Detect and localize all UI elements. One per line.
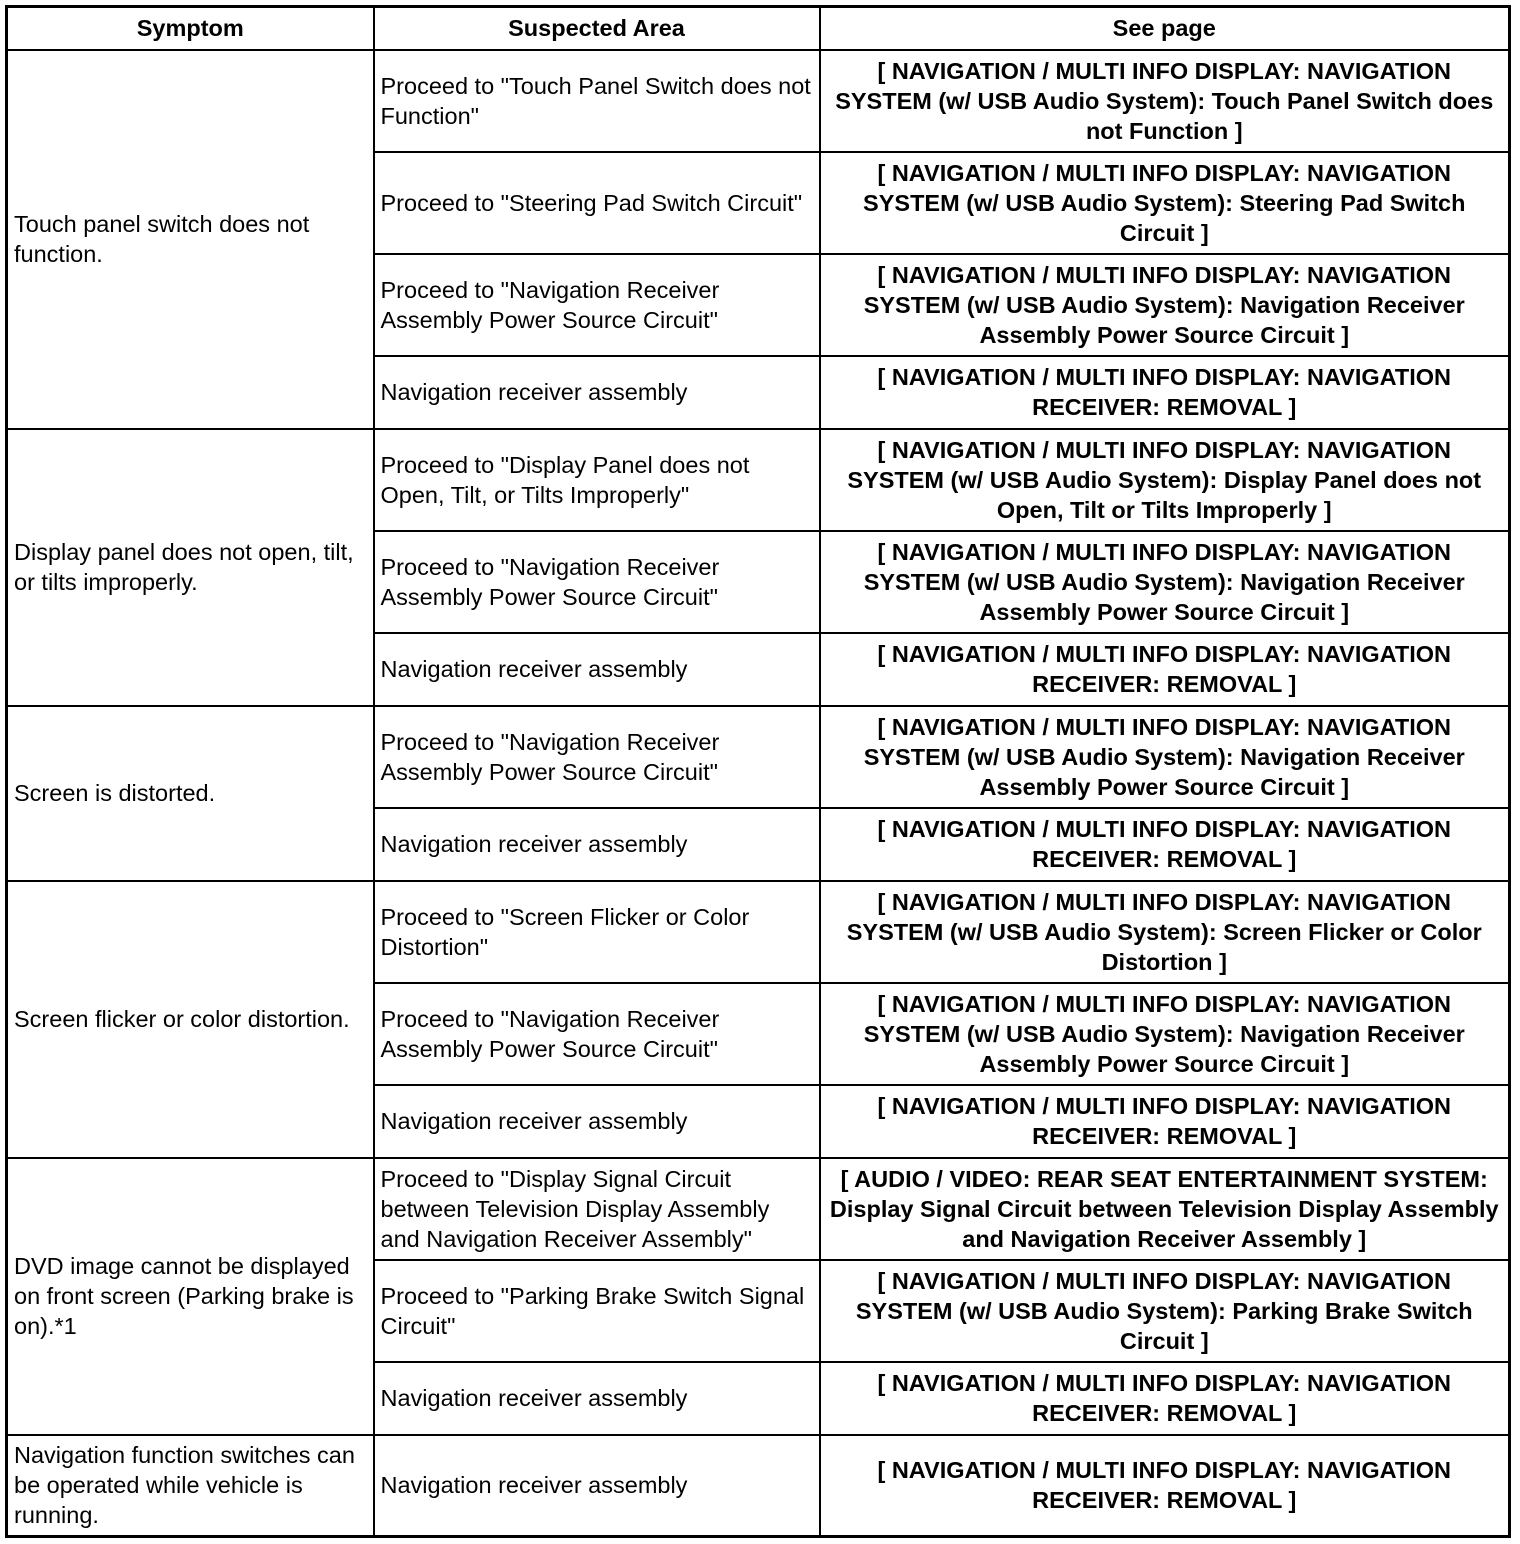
header-row (7, 7, 1510, 50)
suspected-area-cell: Proceed to "Navigation Receiver Assembly Power Source Circuit" (374, 706, 820, 808)
see-page-link[interactable]: [ NAVIGATION / MULTI INFO DISPLAY: NAVIGATION RECEIVER: REMOVAL ] (820, 1085, 1510, 1158)
symptom-cell: Display panel does not open, tilt, or tilts improperly. (7, 429, 374, 706)
see-page-link[interactable]: [ NAVIGATION / MULTI INFO DISPLAY: NAVIGATION SYSTEM (w/ USB Audio System): Navigation Receiver Assembly Power Source Circuit ] (820, 531, 1510, 633)
symptom-cell: Screen flicker or color distortion. (7, 881, 374, 1158)
see-page-link[interactable]: [ NAVIGATION / MULTI INFO DISPLAY: NAVIGATION RECEIVER: REMOVAL ] (820, 633, 1510, 706)
suspected-area-cell: Navigation receiver assembly (374, 633, 820, 706)
see-page-link[interactable]: [ NAVIGATION / MULTI INFO DISPLAY: NAVIGATION SYSTEM (w/ USB Audio System): Screen Flicker or Color Distortion ] (820, 881, 1510, 983)
see-page-link[interactable]: [ NAVIGATION / MULTI INFO DISPLAY: NAVIGATION SYSTEM (w/ USB Audio System): Navigation Receiver Assembly Power Source Circuit ] (820, 254, 1510, 356)
see-page-link[interactable]: [ NAVIGATION / MULTI INFO DISPLAY: NAVIGATION SYSTEM (w/ USB Audio System): Parking Brake Switch Circuit ] (820, 1260, 1510, 1362)
suspected-area-cell: Proceed to "Display Signal Circuit between Television Display Assembly and Navigation Receiver Assembly" (374, 1158, 820, 1260)
symptom-cell: DVD image cannot be displayed on front screen (Parking brake is on).*1 (7, 1158, 374, 1435)
suspected-area-cell: Proceed to "Parking Brake Switch Signal Circuit" (374, 1260, 820, 1362)
table-row (7, 706, 1510, 808)
suspected-area-cell: Navigation receiver assembly (374, 1435, 820, 1537)
suspected-area-cell: Navigation receiver assembly (374, 808, 820, 881)
see-page-link[interactable]: [ NAVIGATION / MULTI INFO DISPLAY: NAVIGATION SYSTEM (w/ USB Audio System): Display Panel does not Open, Tilt or Tilts Improperly ] (820, 429, 1510, 531)
suspected-area-cell: Proceed to "Navigation Receiver Assembly Power Source Circuit" (374, 983, 820, 1085)
suspected-area-cell: Proceed to "Screen Flicker or Color Distortion" (374, 881, 820, 983)
see-page-link[interactable]: [ NAVIGATION / MULTI INFO DISPLAY: NAVIGATION SYSTEM (w/ USB Audio System): Steering Pad Switch Circuit ] (820, 152, 1510, 254)
suspected-area-cell: Proceed to "Display Panel does not Open, Tilt, or Tilts Improperly" (374, 429, 820, 531)
see-page-link[interactable]: [ NAVIGATION / MULTI INFO DISPLAY: NAVIGATION RECEIVER: REMOVAL ] (820, 356, 1510, 429)
troubleshooting-table (5, 5, 1511, 1538)
suspected-area-cell: Navigation receiver assembly (374, 1362, 820, 1435)
suspected-area-cell: Navigation receiver assembly (374, 356, 820, 429)
header-suspected-area: Suspected Area (374, 7, 820, 50)
see-page-link[interactable]: [ AUDIO / VIDEO: REAR SEAT ENTERTAINMENT SYSTEM: Display Signal Circuit between Television Display Assembly and Navigation Receiver Assembly ] (820, 1158, 1510, 1260)
see-page-link[interactable]: [ NAVIGATION / MULTI INFO DISPLAY: NAVIGATION RECEIVER: REMOVAL ] (820, 808, 1510, 881)
table-row (7, 1158, 1510, 1260)
symptom-cell: Touch panel switch does not function. (7, 50, 374, 429)
see-page-link[interactable]: [ NAVIGATION / MULTI INFO DISPLAY: NAVIGATION SYSTEM (w/ USB Audio System): Navigation Receiver Assembly Power Source Circuit ] (820, 706, 1510, 808)
see-page-link[interactable]: [ NAVIGATION / MULTI INFO DISPLAY: NAVIGATION SYSTEM (w/ USB Audio System): Touch Panel Switch does not Function ] (820, 50, 1510, 152)
suspected-area-cell: Proceed to "Navigation Receiver Assembly Power Source Circuit" (374, 254, 820, 356)
table-body (7, 50, 1510, 1537)
symptom-cell: Screen is distorted. (7, 706, 374, 881)
header-see-page: See page (820, 7, 1510, 50)
table-row (7, 429, 1510, 531)
see-page-link[interactable]: [ NAVIGATION / MULTI INFO DISPLAY: NAVIGATION SYSTEM (w/ USB Audio System): Navigation Receiver Assembly Power Source Circuit ] (820, 983, 1510, 1085)
see-page-link[interactable]: [ NAVIGATION / MULTI INFO DISPLAY: NAVIGATION RECEIVER: REMOVAL ] (820, 1435, 1510, 1537)
table-row (7, 50, 1510, 152)
symptom-cell: Navigation function switches can be operated while vehicle is running. (7, 1435, 374, 1537)
suspected-area-cell: Proceed to "Steering Pad Switch Circuit" (374, 152, 820, 254)
table-row (7, 881, 1510, 983)
suspected-area-cell: Navigation receiver assembly (374, 1085, 820, 1158)
see-page-link[interactable]: [ NAVIGATION / MULTI INFO DISPLAY: NAVIGATION RECEIVER: REMOVAL ] (820, 1362, 1510, 1435)
suspected-area-cell: Proceed to "Touch Panel Switch does not Function" (374, 50, 820, 152)
suspected-area-cell: Proceed to "Navigation Receiver Assembly Power Source Circuit" (374, 531, 820, 633)
header-symptom: Symptom (7, 7, 374, 50)
table-row (7, 1435, 1510, 1537)
